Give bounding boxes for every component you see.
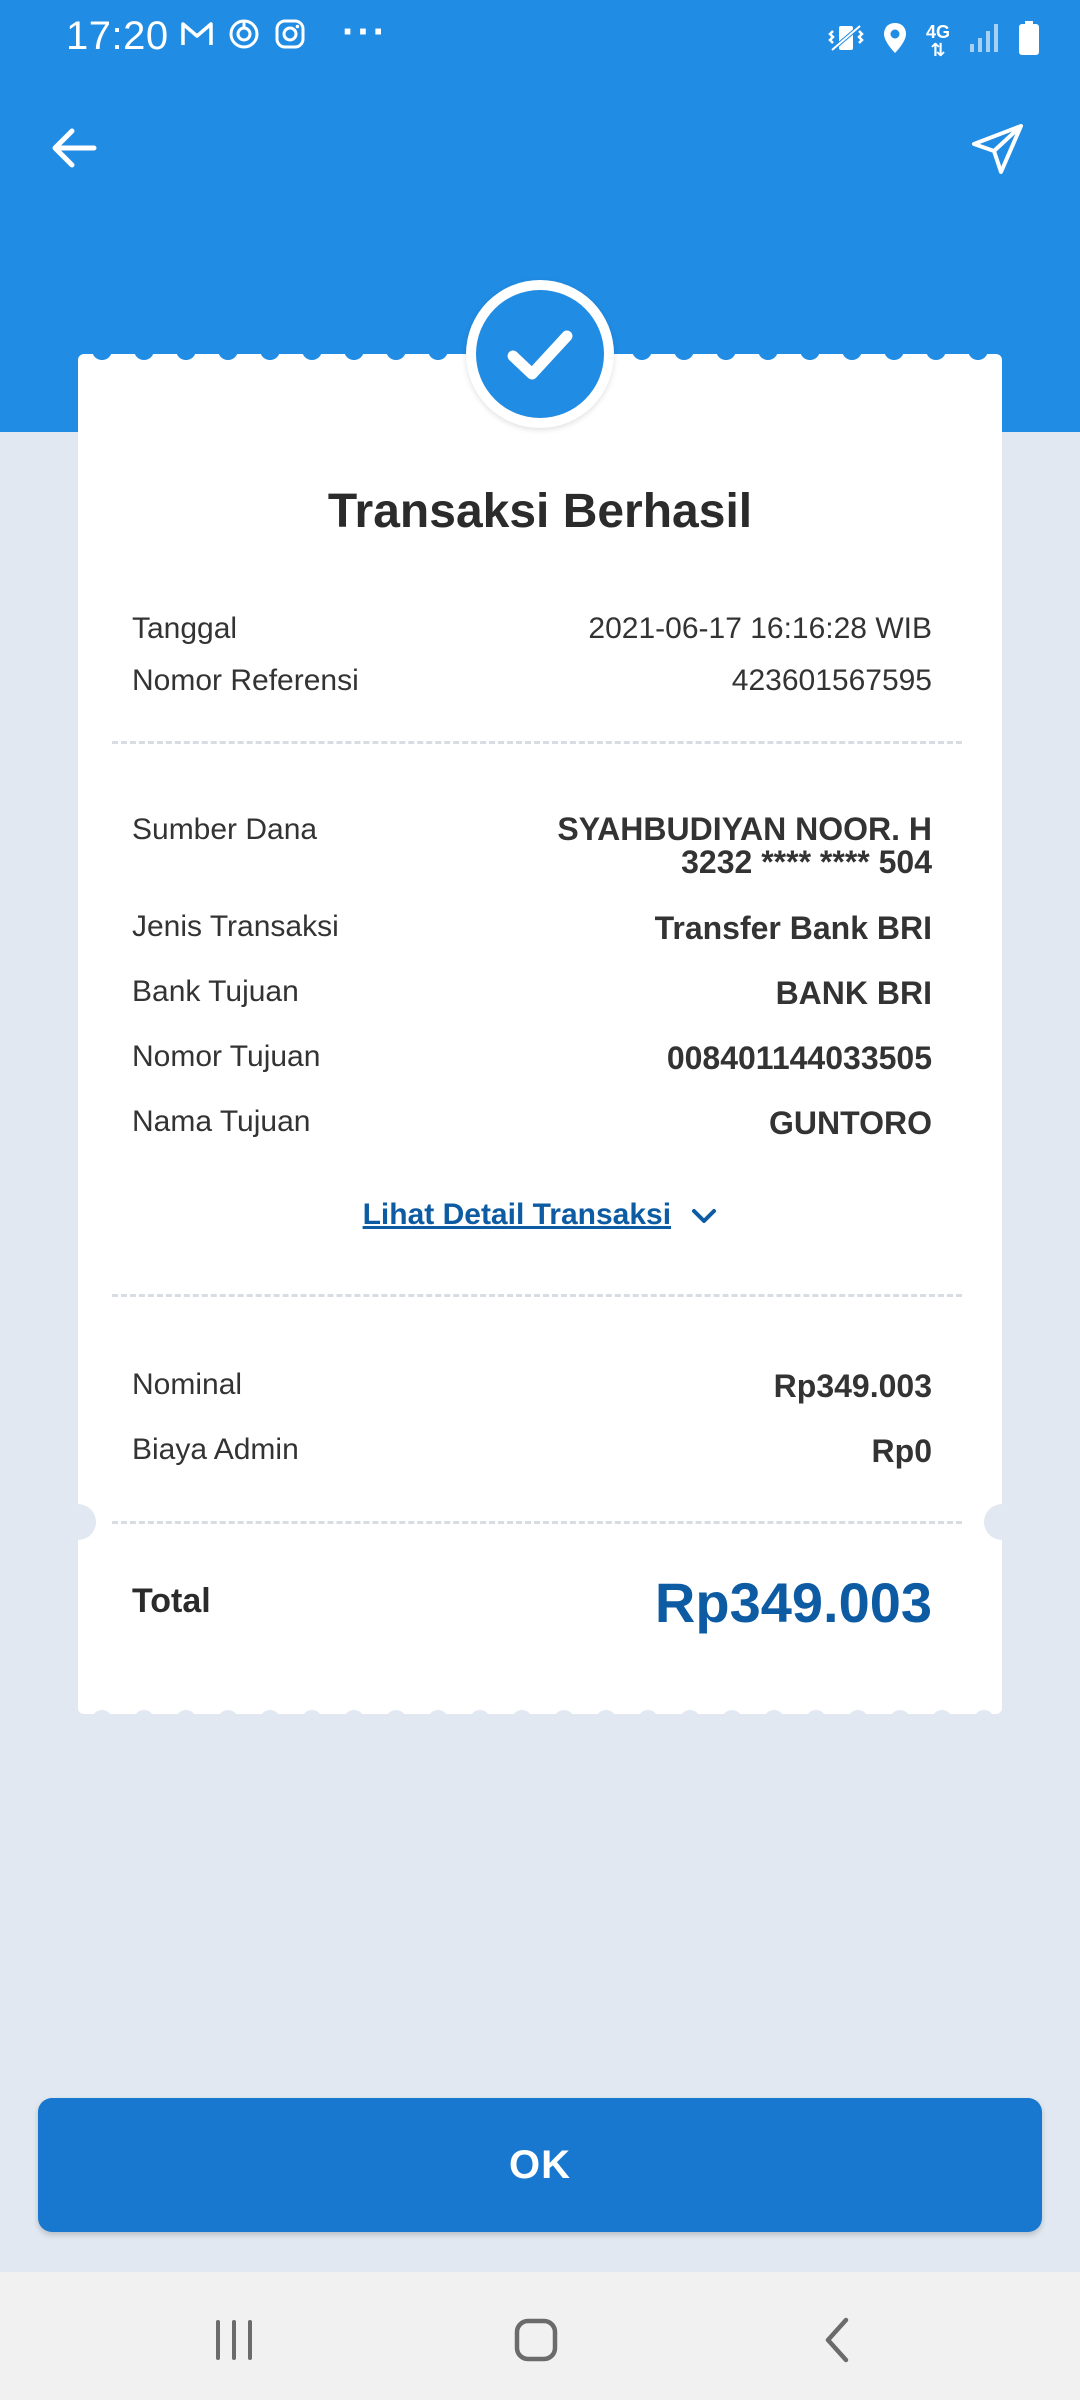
- instagram-icon: [274, 18, 306, 50]
- system-nav-bar: [0, 2272, 1080, 2400]
- row-label: Jenis Transaksi: [132, 910, 339, 943]
- divider: [112, 1521, 962, 1524]
- back-button[interactable]: [44, 118, 104, 178]
- view-transaction-detail-link[interactable]: Lihat Detail Transaksi: [78, 1198, 1002, 1232]
- row-value: 423601567595: [731, 664, 932, 697]
- row-label: Nominal: [132, 1368, 243, 1401]
- receipt-title: Transaksi Berhasil: [327, 485, 753, 538]
- battery-icon: [1018, 20, 1040, 61]
- total-value: Rp349.003: [654, 1571, 932, 1634]
- row-reference: [132, 664, 932, 698]
- vibrate-icon: [828, 22, 864, 59]
- row-transaction-type: [132, 910, 932, 947]
- divider: [112, 1294, 962, 1297]
- row-nominal: [132, 1368, 932, 1405]
- row-destination-number: [132, 1040, 932, 1077]
- total-label: Total: [132, 1582, 211, 1620]
- recent-apps-button[interactable]: [204, 2310, 264, 2370]
- row-total: [132, 1570, 932, 1635]
- chevron-left-icon: [808, 2310, 868, 2370]
- row-label: Tanggal: [132, 612, 238, 645]
- row-value: GUNTORO: [769, 1105, 932, 1141]
- checkmark-icon: [505, 324, 575, 384]
- row-value: 008401144033505: [666, 1040, 932, 1076]
- system-back-button[interactable]: [808, 2310, 868, 2370]
- row-value: 2021-06-17 16:16:28 WIB: [588, 612, 932, 645]
- row-value: Rp349.003: [773, 1368, 932, 1404]
- home-button[interactable]: [506, 2310, 566, 2370]
- row-destination-name: [132, 1105, 932, 1142]
- row-value: Rp0: [871, 1433, 932, 1469]
- row-admin-fee: [132, 1433, 932, 1470]
- ok-button[interactable]: OK: [38, 2098, 1042, 2232]
- row-source-funds: [132, 813, 932, 879]
- row-label: Bank Tujuan: [132, 975, 299, 1008]
- status-bar: [0, 0, 1080, 80]
- network-4g-icon: 4G ⇅: [925, 21, 950, 60]
- status-time: 17:20: [66, 14, 169, 58]
- divider: [112, 741, 962, 744]
- row-destination-bank: [132, 975, 932, 1012]
- receipt-notch-right: [984, 1504, 1020, 1540]
- send-icon: [968, 118, 1028, 178]
- signal-icon: [968, 22, 1000, 59]
- receipt-scallop-bottom: [78, 1702, 1002, 1722]
- row-label: Nama Tujuan: [132, 1105, 311, 1138]
- status-more-dots: ···: [342, 10, 388, 54]
- share-button[interactable]: [968, 118, 1028, 178]
- gmail-icon: [180, 20, 214, 48]
- home-icon: [506, 2310, 566, 2370]
- row-label: Biaya Admin: [132, 1433, 299, 1466]
- success-badge: [466, 280, 614, 428]
- receipt-card: [78, 354, 1002, 1714]
- row-value: Transfer Bank BRI: [654, 910, 932, 946]
- source-name: SYAHBUDIYAN NOOR. H: [557, 811, 932, 847]
- receipt-notch-left: [60, 1504, 96, 1540]
- row-label: Sumber Dana: [132, 813, 318, 846]
- chevron-down-icon: [691, 1207, 717, 1225]
- source-account: 3232 **** **** 504: [681, 844, 932, 880]
- location-icon: [882, 21, 908, 60]
- recent-apps-icon: [204, 2310, 264, 2370]
- arrow-left-icon: [44, 118, 104, 178]
- row-value: BANK BRI: [775, 975, 932, 1011]
- row-label: Nomor Referensi: [132, 664, 359, 697]
- row-label: Nomor Tujuan: [132, 1040, 321, 1073]
- sync-icon: [228, 18, 260, 50]
- row-date: [132, 612, 932, 646]
